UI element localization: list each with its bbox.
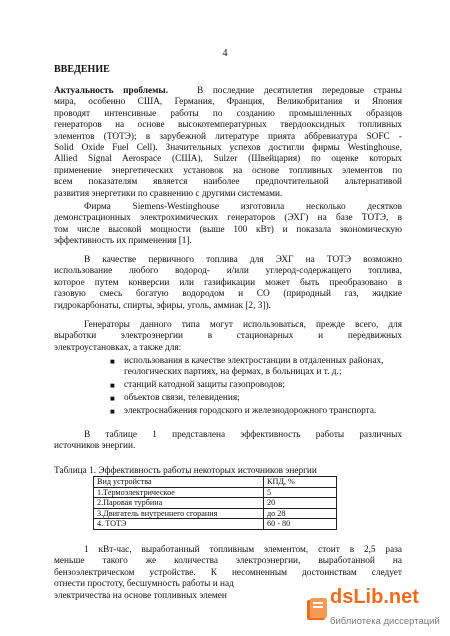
bullet-marker: ■	[110, 357, 115, 366]
paragraph-line: Генераторы данного типа могут использоваться, прежде всего, для	[84, 320, 402, 330]
paragraph-line: газовую смесь богатую водородом и СО (природный газ, жидкие	[54, 289, 402, 300]
paragraph-line: электричества на основе топливных элемен	[54, 590, 227, 601]
page-number: 4	[222, 48, 228, 59]
paragraph-line: источников энергии.	[54, 441, 136, 452]
table-header-cell: КПД, %	[264, 477, 337, 488]
table-row	[94, 498, 337, 509]
paragraph-line: эффективность их применения [1].	[54, 236, 192, 247]
paragraph-line: элементов (ТОТЭ); в зарубежной литературе приятa аббревиатура SOFC -	[54, 131, 402, 142]
paragraph-line: развития энергетики по сравнению с другими системами.	[54, 188, 283, 199]
table-row	[94, 519, 337, 530]
table-cell: 2.Паровая турбина	[94, 498, 264, 509]
paragraph-line: мира, особенно США, Германия, Франция, Великобритания и Япония	[54, 97, 402, 108]
table-cell: 5	[264, 487, 337, 498]
paragraph-line: меньше такого же количества электроэнергии, выработанной на	[54, 556, 402, 567]
bullet-line: станций катодной защиты газопроводов;	[124, 380, 285, 390]
table-cell: 20	[264, 498, 337, 509]
paragraph-line: электроустановках, а также для:	[54, 342, 182, 353]
paragraph-line: В качестве первичного топлива для ЭХГ на ТОТЭ возможно	[84, 255, 402, 265]
table-row	[94, 508, 337, 519]
paragraph-table-intro	[54, 430, 402, 453]
dslib-watermark[interactable]	[300, 588, 450, 636]
bullet-marker: ■	[110, 381, 115, 390]
watermark-brand: dsLib.net	[330, 586, 419, 608]
paragraph-line: Фирма Siemens-Westinghouse изготовила несколько десятков	[84, 202, 402, 212]
paragraph-line: проводят интенсивные работы по созданию промышленных образцов	[54, 108, 402, 119]
table-row	[94, 487, 337, 498]
bullet-line: использования в качестве электростанции в отдаленных районах,	[124, 356, 384, 366]
paragraph-fuel	[54, 255, 402, 312]
watermark-subtitle: библиотека диссертаций	[330, 616, 440, 627]
bullet-line: электроснабжения городского и железнодорожного транспорта.	[124, 406, 377, 416]
table-cell: 1.Термоэлектрическое	[94, 487, 264, 498]
paragraph-siemens	[54, 202, 402, 248]
paragraph-line: выработки электроэнергии в стационарных и передвижных	[54, 331, 402, 342]
paragraph-generators	[54, 320, 402, 354]
paragraph-line: Актуальность проблемы. В последние десятилетия передовые страны	[54, 86, 402, 96]
paragraph-line: отнести простоту, бесшумность работы и над	[54, 579, 234, 590]
table-header-cell: Вид устройства	[94, 477, 264, 488]
table-caption: Таблица 1. Эффективность работы некоторых источников энергии	[54, 466, 317, 476]
paragraph-line: применение энергетических установок на основе топливных элементов по	[54, 165, 402, 176]
section-heading: ВВЕДЕНИЕ	[54, 64, 110, 75]
bullet-marker: ■	[110, 394, 115, 403]
paragraph-line: Allied Signal Aerospace (США), Sulzer (Швейцария) по оценке которых	[54, 154, 402, 165]
table-cell: 3.Двигатель внутреннего сгорания	[94, 508, 264, 519]
paragraph-line: которое путем конверсии или газификации может быть преобразовано в	[54, 277, 402, 288]
bullet-line: геологических партиях, на фермах, в больницах и т. д.;	[124, 367, 342, 378]
paragraph-line: 1 кВт-час, выработанный топливным элементом, стоит в 2,5 раза	[84, 545, 402, 555]
paragraph-line: Solid Oxide Fuel Cell). Значительных успехов достигли фирмы Westinghouse,	[54, 143, 402, 154]
paragraph-line: всем показателям является наиболее предпочтительной альтернативой	[54, 177, 402, 188]
paragraph-line: демонстрационных электрохимических генераторов (ЭХГ) на базе ТОТЭ, в	[54, 213, 402, 224]
paragraph-line: том числе высокой мощности (выше 100 кВт) и показала экономическую	[54, 224, 402, 235]
paragraph-relevance	[54, 86, 402, 200]
bullet-line: объектов связи, телевидения;	[124, 393, 240, 403]
paragraph-line: использование любого водород- и/или углерод-содержащего топлива,	[54, 266, 402, 277]
paragraph-line: В таблице 1 представлена эффективность работы различных	[84, 430, 402, 440]
paragraph-line: генераторов на основе высокотемпературных твердооксидных топливных	[54, 120, 402, 131]
paragraph-line: гидрокарбонаты, спирты, эфиры, уголь, аммиак [2, 3]).	[54, 300, 271, 311]
bullet-marker: ■	[110, 407, 115, 416]
paragraph-line: бензоэлектрическом устройстве. К несомненным достоинствам следует	[54, 567, 402, 578]
efficiency-table	[93, 476, 337, 530]
table-cell: до 28	[264, 508, 337, 519]
table-cell: 4. ТОТЭ	[94, 519, 264, 530]
lead-phrase: Актуальность проблемы.	[54, 86, 169, 96]
book-logo-icon	[304, 596, 330, 622]
table-cell: 60 - 80	[264, 519, 337, 530]
table-header-row	[94, 477, 337, 488]
